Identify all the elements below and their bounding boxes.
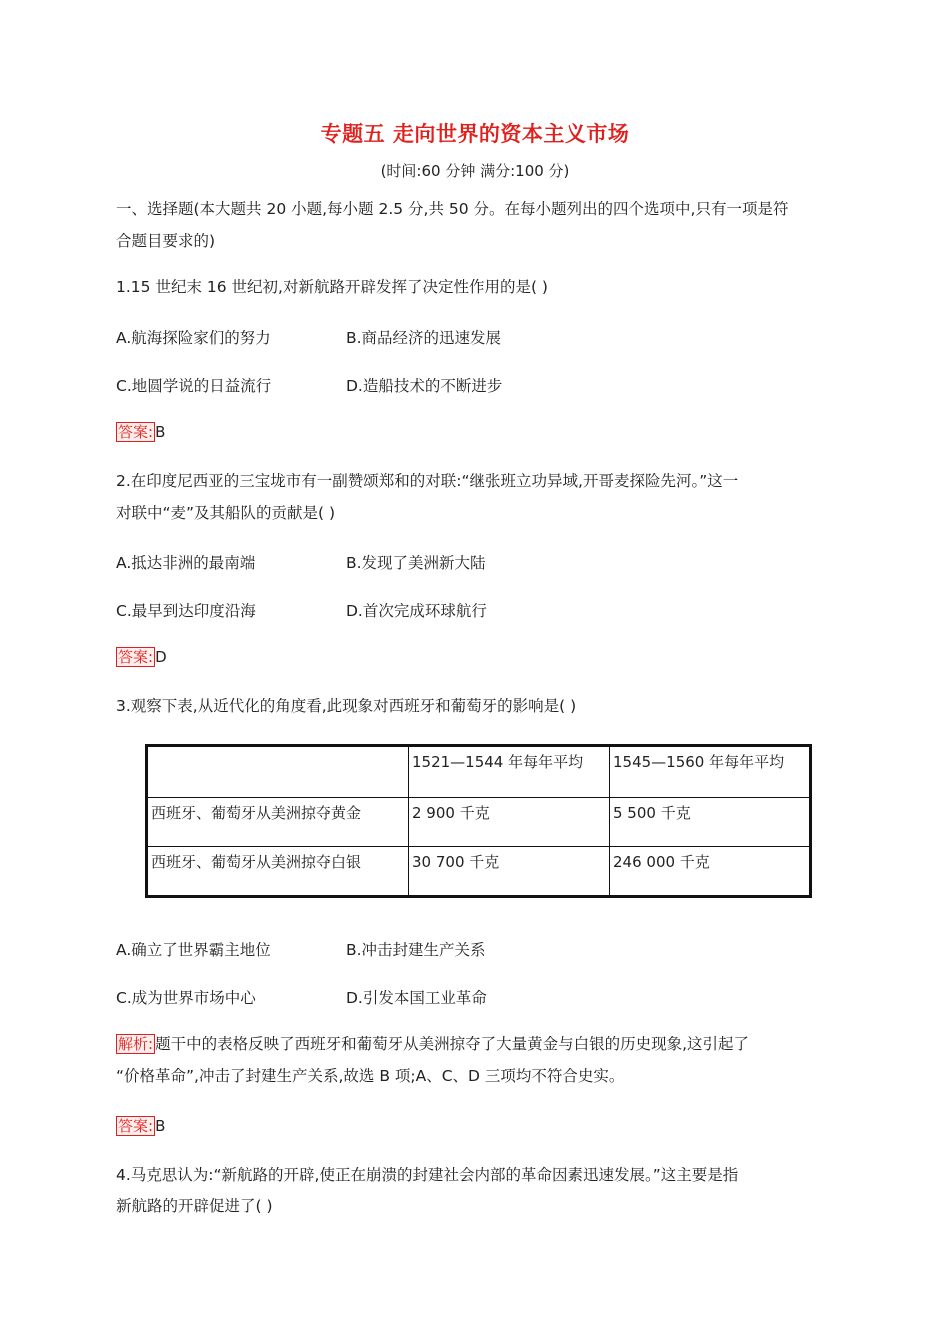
table-cell: 30 700 千克 [409, 847, 610, 897]
table-cell: 2 900 千克 [409, 798, 610, 847]
section-instruction: 一、选择题(本大题共 20 小题,每小题 2.5 分,共 50 分。在每小题列出的四个选项中,只有一项是符 [116, 200, 789, 218]
q1-option-b: B.商品经济的迅速发展 [346, 329, 502, 347]
analysis-tag: 解析: [118, 1035, 154, 1053]
q1-option-c: C.地圆学说的日益流行 [116, 377, 272, 395]
q1-option-d: D.造船技术的不断进步 [346, 377, 503, 395]
q3-answer-value: B [155, 1117, 166, 1135]
table-header-cell: 1521—1544 年每年平均 [409, 746, 610, 798]
q3-analysis-text: 题干中的表格反映了西班牙和葡萄牙从美洲掠夺了大量黄金与白银的历史现象,这引起了 [155, 1035, 749, 1053]
q1-answer-value: B [155, 423, 166, 441]
q1-answer [116, 422, 165, 442]
table-cell: 5 500 千克 [610, 798, 811, 847]
q3-option-a: A.确立了世界霸主地位 [116, 941, 271, 959]
q3-stem: 3.观察下表,从近代化的角度看,此现象对西班牙和葡萄牙的影响是( ) [116, 697, 577, 715]
section-instruction-cont: 合题目要求的) [116, 232, 216, 250]
q1-stem: 1.15 世纪末 16 世纪初,对新航路开辟发挥了决定性作用的是( ) [116, 278, 548, 296]
q3-data-table [145, 744, 812, 898]
answer-tag: 答案: [118, 648, 154, 666]
q2-option-b: B.发现了美洲新大陆 [346, 554, 486, 572]
q3-option-c: C.成为世界市场中心 [116, 989, 256, 1007]
q2-stem: 2.在印度尼西亚的三宝垅市有一副赞颂郑和的对联:“继张班立功异域,开哥麦探险先河。”这一 [116, 472, 739, 490]
table-header-cell [147, 746, 409, 798]
q2-answer [116, 647, 167, 667]
q2-answer-value: D [155, 648, 167, 666]
q3-answer [116, 1116, 165, 1136]
q2-stem-cont: 对联中“麦”及其船队的贡献是( ) [116, 504, 336, 522]
q3-analysis-cont: “价格革命”,冲击了封建生产关系,故选 B 项;A、C、D 三项均不符合史实。 [116, 1067, 625, 1085]
table-row [147, 798, 811, 847]
page-subtitle: (时间:60 分钟 满分:100 分) [380, 162, 570, 180]
table-header-row [147, 746, 811, 798]
table-cell: 246 000 千克 [610, 847, 811, 897]
q2-option-c: C.最早到达印度沿海 [116, 602, 256, 620]
q1-option-a: A.航海探险家们的努力 [116, 329, 271, 347]
answer-tag: 答案: [118, 423, 154, 441]
table-header-cell: 1545—1560 年每年平均 [610, 746, 811, 798]
table-row [147, 847, 811, 897]
q3-analysis [116, 1031, 836, 1058]
q3-option-d: D.引发本国工业革命 [346, 989, 487, 1007]
q2-option-a: A.抵达非洲的最南端 [116, 554, 256, 572]
q3-option-b: B.冲击封建生产关系 [346, 941, 486, 959]
page-title: 专题五 走向世界的资本主义市场 [320, 121, 630, 146]
table-cell: 西班牙、葡萄牙从美洲掠夺白银 [147, 847, 409, 897]
q4-stem: 4.马克思认为:“新航路的开辟,使正在崩溃的封建社会内部的革命因素迅速发展。”这主要是指 [116, 1166, 739, 1184]
q2-option-d: D.首次完成环球航行 [346, 602, 487, 620]
answer-tag: 答案: [118, 1117, 154, 1135]
q4-stem-cont: 新航路的开辟促进了( ) [116, 1197, 273, 1215]
table-cell: 西班牙、葡萄牙从美洲掠夺黄金 [147, 798, 409, 847]
